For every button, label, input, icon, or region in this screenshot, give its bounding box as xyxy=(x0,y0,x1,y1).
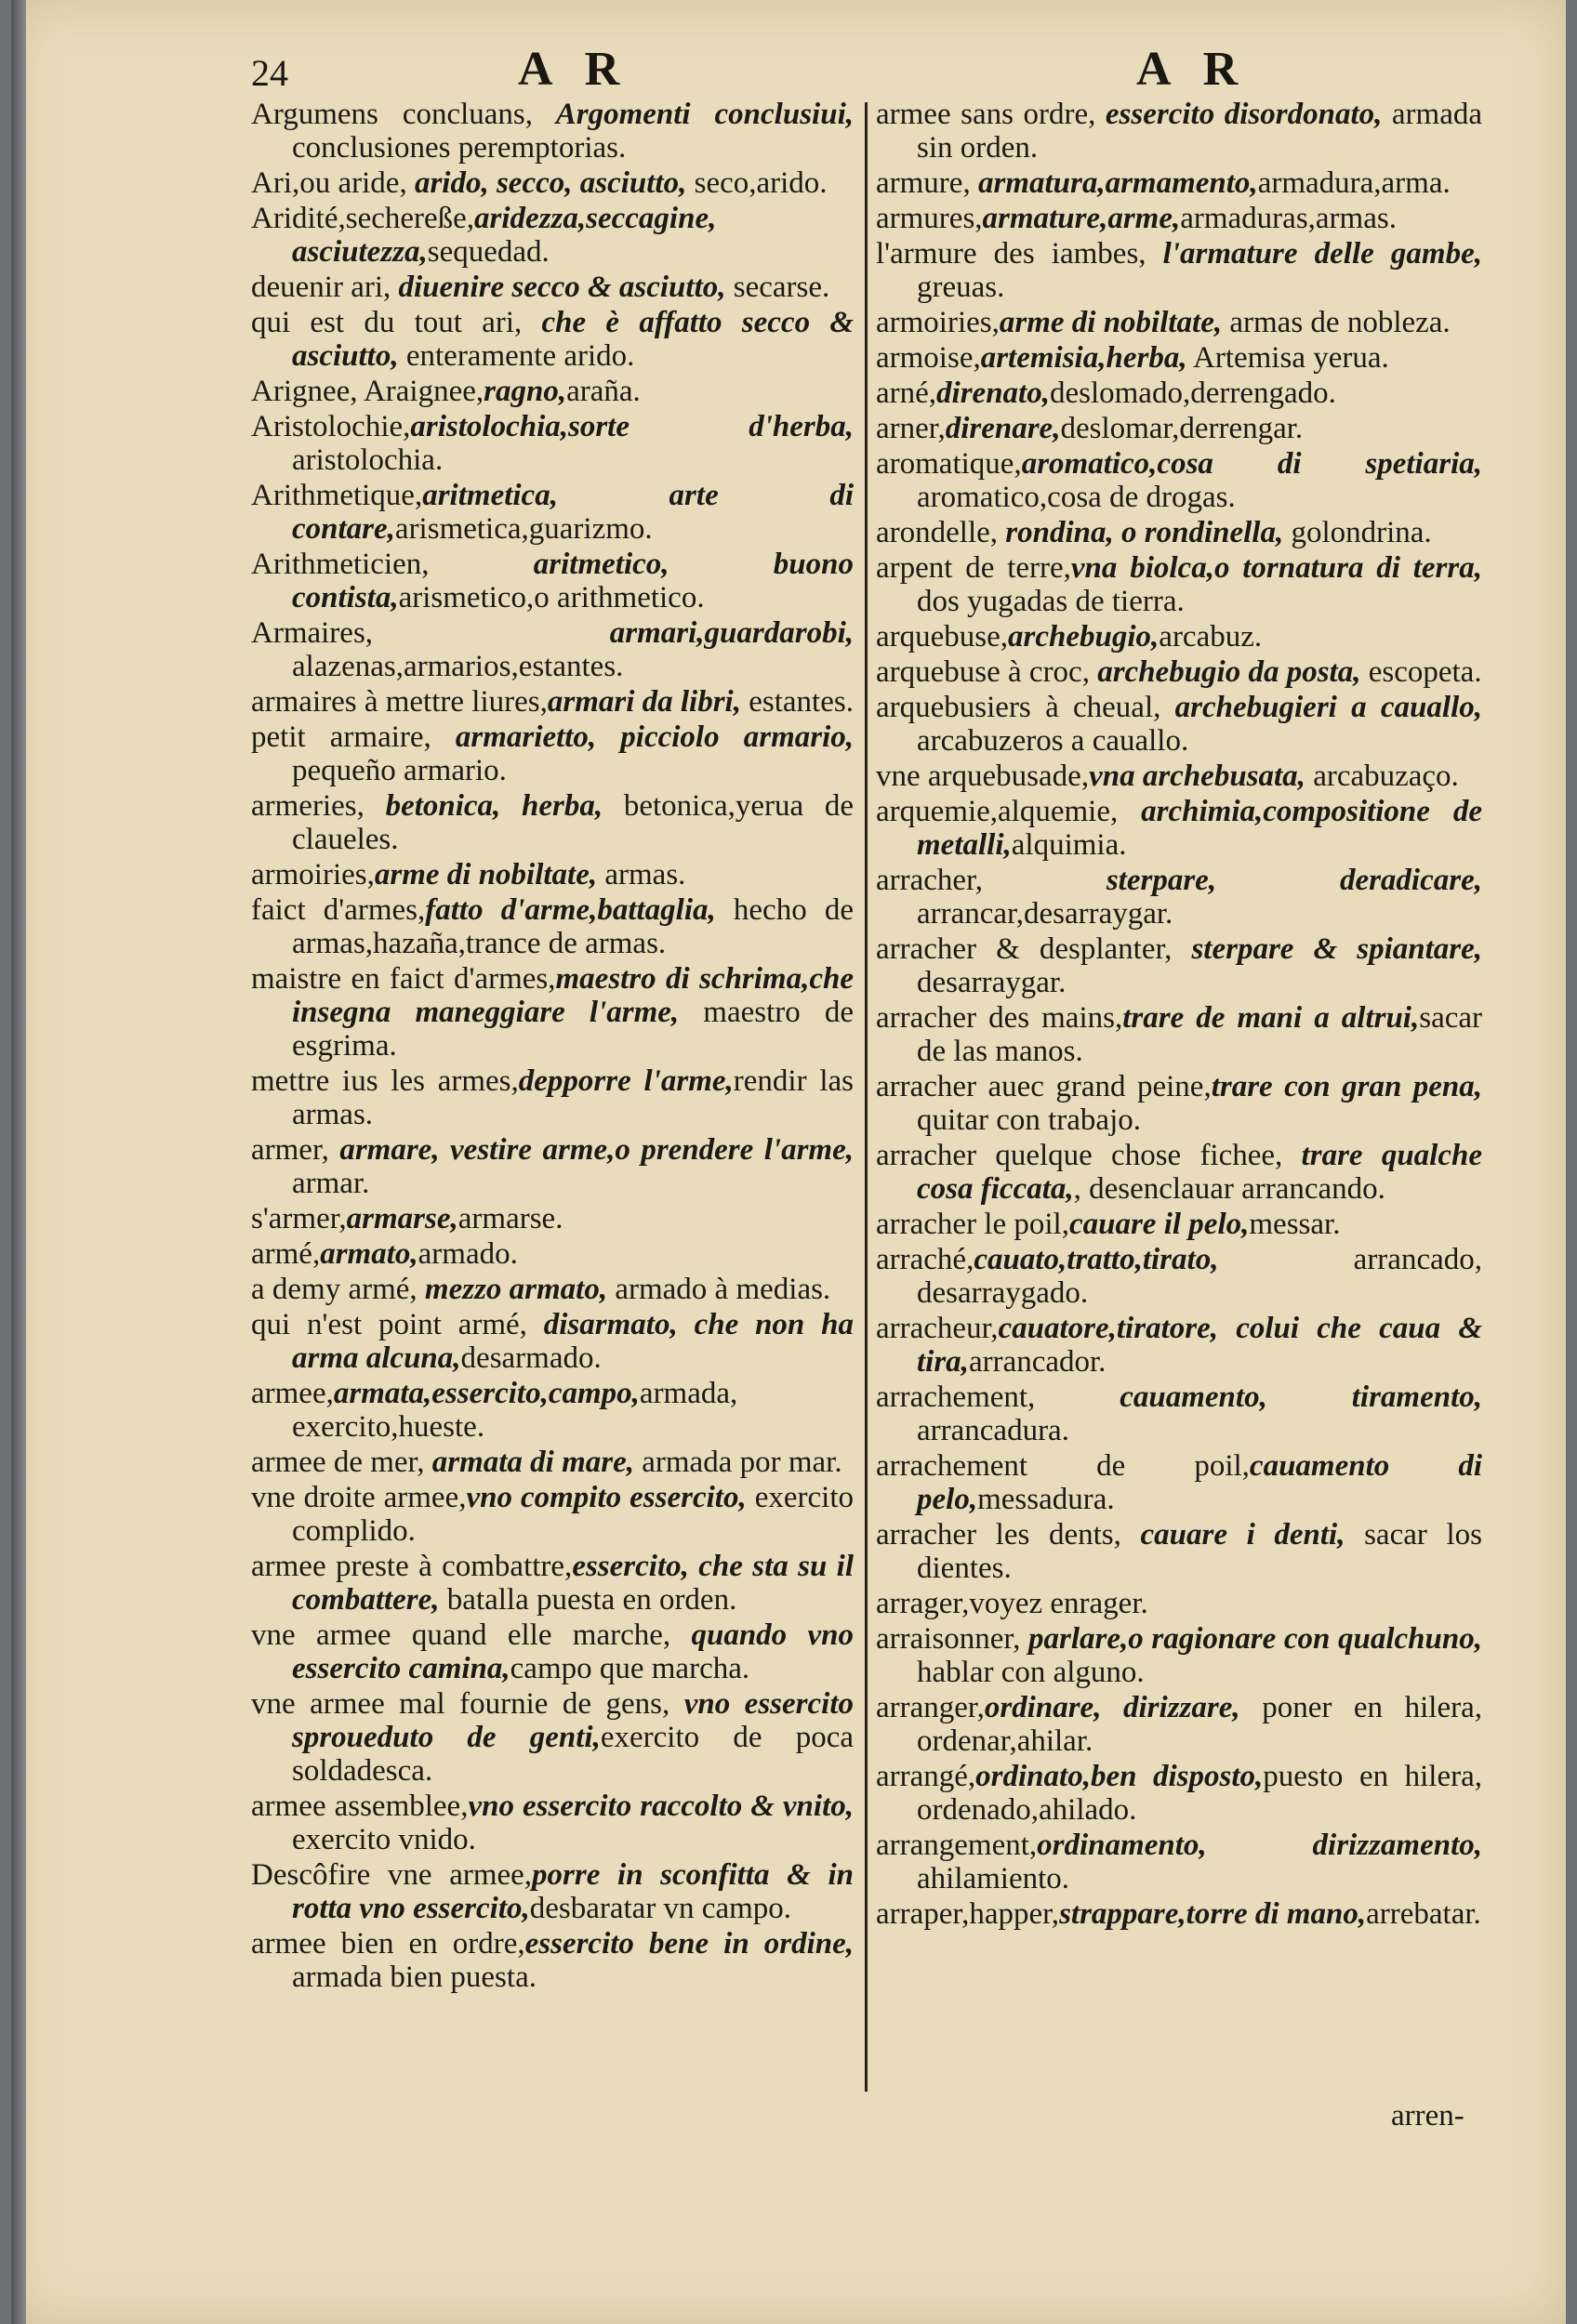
entry-spanish: conclusiones peremptorias. xyxy=(292,131,627,165)
entry-headword: armee sans ordre, xyxy=(876,98,1096,131)
entry-headword: Arithmeticien, xyxy=(251,548,430,581)
dictionary-entry xyxy=(251,1377,854,1444)
entry-headword: armé, xyxy=(251,1237,321,1271)
entry-headword: arracher auec grand peine, xyxy=(876,1070,1212,1103)
entry-spanish: arcabuzeros a cauallo. xyxy=(917,724,1189,758)
entry-spanish: armada sin orden. xyxy=(917,98,1483,165)
entry-headword: arraper,happer, xyxy=(876,1897,1060,1931)
entry-spanish: aristolochia. xyxy=(292,443,444,477)
dictionary-entry xyxy=(876,795,1482,862)
entry-spanish: maestro de esgrima. xyxy=(292,996,855,1063)
entry-italian: diuenire secco & asciutto, xyxy=(391,271,726,304)
entry-italian: cauatore,tiratore, colui che caua & tira, xyxy=(917,1312,1482,1379)
entry-headword: armee preste à combattre, xyxy=(251,1550,573,1583)
entry-spanish: ahilamiento. xyxy=(917,1862,1070,1895)
entry-italian: parlare,o ragionare con qualchuno, xyxy=(1020,1622,1482,1656)
dictionary-entry xyxy=(251,548,854,614)
entry-italian: trare con gran pena, xyxy=(1211,1070,1482,1103)
entry-spanish: , desenclauar arrancando. xyxy=(1073,1172,1385,1206)
dictionary-entry xyxy=(876,1760,1482,1827)
column-rule xyxy=(865,102,868,2092)
dictionary-entry xyxy=(876,166,1482,200)
entry-spanish: arrancadura. xyxy=(917,1414,1069,1447)
entry-italian: ordinato,ben disposto, xyxy=(975,1760,1264,1793)
entry-headword: arquebuse, xyxy=(876,620,1009,654)
entry-spanish: greuas. xyxy=(917,271,1005,304)
entry-headword: mettre ius les armes, xyxy=(251,1064,519,1098)
entry-italian: fatto d'arme,battaglia, xyxy=(425,893,716,927)
dictionary-entry xyxy=(876,237,1482,304)
dictionary-entry xyxy=(876,412,1482,445)
entry-headword: Aridité,sechereße, xyxy=(251,202,475,235)
entry-headword: arné, xyxy=(876,376,937,410)
left-column xyxy=(251,98,854,1996)
entry-headword: qui n'est point armé, xyxy=(251,1308,527,1341)
dictionary-entry xyxy=(876,1312,1482,1379)
entry-italian: vno essercito raccolto & vnito, xyxy=(468,1789,854,1823)
entry-spanish: estantes. xyxy=(740,685,854,719)
entry-headword: arrangé, xyxy=(876,1760,976,1793)
entry-spanish: armada por mar. xyxy=(634,1446,842,1479)
entry-italian: cauamento di pelo, xyxy=(917,1449,1482,1516)
entry-headword: arracher quelque chose fichee, xyxy=(876,1139,1283,1172)
entry-italian: direnato, xyxy=(936,376,1050,410)
entry-headword: faict d'armes, xyxy=(251,893,426,927)
entry-headword: Argumens concluans, xyxy=(251,98,534,131)
dictionary-entry xyxy=(876,864,1482,931)
dictionary-entry xyxy=(251,1858,854,1925)
entry-headword: arraisonner, xyxy=(876,1622,1021,1656)
entry-spanish: seco,arido. xyxy=(686,166,828,200)
entry-headword: Ari,ou aride, xyxy=(251,166,407,200)
entry-italian: armato, xyxy=(320,1237,418,1271)
entry-headword: armee bien en ordre, xyxy=(251,1927,525,1961)
entry-italian: mezzo armato, xyxy=(417,1273,608,1306)
entry-spanish: armada, exercito,hueste. xyxy=(292,1377,738,1444)
entry-headword: arner, xyxy=(876,412,946,445)
entry-headword: arranger, xyxy=(876,1691,985,1724)
entry-spanish: arrancado, desarraygado. xyxy=(917,1243,1482,1310)
entry-headword: arrager, xyxy=(876,1587,970,1620)
entry-headword: l'armure des iambes, xyxy=(876,237,1146,271)
entry-italian: ragno, xyxy=(484,375,567,408)
entry-spanish: armas. xyxy=(597,858,686,891)
entry-headword: armer, xyxy=(251,1133,329,1167)
entry-spanish: sacar de las manos. xyxy=(917,1001,1483,1068)
entry-italian: cauamento, tiramento, xyxy=(1035,1380,1482,1414)
entry-italian: cauare i denti, xyxy=(1120,1518,1345,1552)
entry-italian: aridezza,seccagine, asciutezza, xyxy=(292,202,717,269)
dictionary-entry xyxy=(251,1618,854,1685)
dictionary-entry xyxy=(251,789,854,856)
dictionary-entry xyxy=(876,1001,1482,1068)
entry-italian: artemisia,herba, xyxy=(980,341,1187,375)
entry-italian: maestro di schrima,che insegna maneggiare l'arme, xyxy=(292,962,854,1029)
entry-spanish: messadura. xyxy=(977,1483,1115,1516)
dictionary-entry xyxy=(251,271,854,304)
dictionary-entry xyxy=(876,202,1482,235)
entry-headword: arracher des mains, xyxy=(876,1001,1123,1035)
entry-headword: armeries, xyxy=(251,789,364,823)
entry-spanish: armadura,arma. xyxy=(1257,166,1451,200)
entry-headword: Arithmetique, xyxy=(251,479,423,512)
dictionary-entry xyxy=(876,1622,1482,1689)
dictionary-entry xyxy=(251,1308,854,1375)
entry-spanish: desbaratar vn campo. xyxy=(529,1892,792,1925)
entry-headword: s'armer, xyxy=(251,1202,347,1235)
entry-italian: armari,guardarobi, xyxy=(373,616,854,650)
entry-spanish: hablar con alguno. xyxy=(917,1656,1145,1689)
entry-headword: armures, xyxy=(876,202,983,235)
dictionary-entry xyxy=(876,341,1482,375)
entry-italian: sterpare, deradicare, xyxy=(982,864,1482,897)
entry-spanish: campo que marcha. xyxy=(510,1652,750,1685)
entry-italian: armata,essercito,campo, xyxy=(333,1377,640,1410)
entry-headword: armee assemblee, xyxy=(251,1789,469,1823)
entry-italian: armare, vestire arme,o prendere l'arme, xyxy=(328,1133,854,1167)
entry-spanish: arismetico,o arithmetico. xyxy=(398,581,705,614)
dictionary-entry xyxy=(876,516,1482,549)
entry-spanish: betonica,yerua de claueles. xyxy=(292,789,854,856)
entry-headword: petit armaire, xyxy=(251,720,431,754)
entry-headword: arquebuse à croc, xyxy=(876,655,1090,689)
entry-italian: vna archebusata, xyxy=(1089,759,1305,793)
catchword: arren- xyxy=(1391,2099,1464,2133)
dictionary-entry xyxy=(251,410,854,477)
entry-spanish: arrancador. xyxy=(968,1345,1107,1379)
entry-spanish: armas de nobleza. xyxy=(1222,306,1451,339)
entry-headword: arracher & desplanter, xyxy=(876,932,1173,966)
entry-spanish: exercito complido. xyxy=(292,1481,854,1548)
entry-spanish: arrancar,desarraygar. xyxy=(917,897,1173,931)
dictionary-entry xyxy=(251,962,854,1063)
running-head-left: A R xyxy=(518,43,631,96)
entry-spanish: armar. xyxy=(292,1167,370,1200)
entry-headword: a demy armé, xyxy=(251,1273,417,1306)
entry-italian: depporre l'arme, xyxy=(518,1064,734,1098)
entry-italian: rondina, o rondinella, xyxy=(998,516,1284,549)
entry-headword: arquemie,alquemie, xyxy=(876,795,1119,828)
entry-spanish: quitar con trabajo. xyxy=(917,1103,1141,1137)
dictionary-entry xyxy=(251,858,854,891)
entry-spanish: rendir las armas. xyxy=(292,1064,854,1131)
entry-spanish: enteramente arido. xyxy=(398,339,635,373)
dictionary-entry xyxy=(251,1237,854,1271)
dictionary-entry xyxy=(251,1481,854,1548)
entry-headword: arrachement, xyxy=(876,1380,1036,1414)
entry-headword: vne armee quand elle marche, xyxy=(251,1618,671,1652)
dictionary-entry xyxy=(251,1927,854,1994)
entry-spanish: alquimia. xyxy=(1011,828,1127,862)
entry-italian: strappare,torre di mano, xyxy=(1059,1897,1367,1931)
entry-italian: betonica, herba, xyxy=(364,789,603,823)
entry-italian: direnare, xyxy=(945,412,1061,445)
dictionary-entry xyxy=(876,1691,1482,1758)
entry-spanish: puesto en hilera, ordenado,ahilado. xyxy=(917,1760,1482,1827)
dictionary-entry xyxy=(876,551,1482,618)
entry-headword: vne arquebusade, xyxy=(876,759,1090,793)
entry-headword: Descôfire vne armee, xyxy=(251,1858,533,1892)
entry-headword: Armaires, xyxy=(251,616,374,650)
entry-italian: armarietto, picciolo armario, xyxy=(431,720,854,754)
entry-italian: vno essercito sproueduto de genti, xyxy=(292,1687,854,1754)
entry-spanish: armaduras,armas. xyxy=(1180,202,1397,235)
entry-headword: armoiries, xyxy=(876,306,1000,339)
entry-spanish: aromatico,cosa de drogas. xyxy=(917,481,1236,514)
dictionary-entry xyxy=(876,1829,1482,1895)
dictionary-entry xyxy=(251,1550,854,1617)
dictionary-entry xyxy=(251,1202,854,1235)
entry-headword: deuenir ari, xyxy=(251,271,391,304)
entry-italian: armature,arme, xyxy=(982,202,1181,235)
dictionary-entry xyxy=(251,685,854,719)
entry-spanish: arismetica,guarizmo. xyxy=(394,512,653,546)
dictionary-entry xyxy=(251,1064,854,1131)
dictionary-entry xyxy=(251,1273,854,1306)
entry-headword: Arignee, Araignee, xyxy=(251,375,484,408)
entry-spanish: alazenas,armarios,estantes. xyxy=(292,650,624,683)
entry-italian: sterpare & spiantare, xyxy=(1172,932,1482,966)
entry-italian: archimia,compositione de metalli, xyxy=(917,795,1482,862)
dictionary-entry xyxy=(876,1208,1482,1241)
entry-italian: Argomenti conclusiui, xyxy=(533,98,854,131)
entry-spanish: sacar los dientes. xyxy=(917,1518,1482,1585)
dictionary-entry xyxy=(251,720,854,787)
entry-spanish: sequedad. xyxy=(427,235,550,269)
entry-headword: armoise, xyxy=(876,341,981,375)
entry-spanish: escopeta. xyxy=(1360,655,1482,689)
entry-spanish: deslomar,derrengar. xyxy=(1060,412,1304,445)
dictionary-entry xyxy=(876,98,1482,165)
entry-spanish: armada bien puesta. xyxy=(292,1961,537,1994)
entry-headword: arrachement de poil, xyxy=(876,1449,1250,1483)
dictionary-entry xyxy=(251,1687,854,1788)
dictionary-entry xyxy=(876,1449,1482,1516)
entry-italian: aristolochia,sorte d'herba, xyxy=(410,410,854,443)
entry-headword: arracher le poil, xyxy=(876,1208,1069,1241)
entry-headword: arrangement, xyxy=(876,1829,1038,1862)
dictionary-entry xyxy=(251,98,854,165)
entry-italian: arido, secco, asciutto, xyxy=(406,166,687,200)
entry-headword: armee de mer, xyxy=(251,1446,425,1479)
entry-headword: armure, xyxy=(876,166,971,200)
entry-headword: qui est du tout ari, xyxy=(251,306,523,339)
entry-spanish: pequeño armario. xyxy=(292,754,507,787)
entry-spanish: secarse. xyxy=(725,271,830,304)
entry-italian: aritmetico, buono contista, xyxy=(292,548,854,614)
entry-italian: trare qualche cosa ficcata, xyxy=(917,1139,1482,1206)
dictionary-entry xyxy=(251,202,854,269)
entry-italian: trare de mani a altrui, xyxy=(1122,1001,1420,1035)
dictionary-entry xyxy=(876,759,1482,793)
entry-italian: arme di nobiltate, xyxy=(999,306,1223,339)
entry-italian: cauare il pelo, xyxy=(1068,1208,1250,1241)
book-gutter xyxy=(11,0,26,2324)
entry-spanish: armarse. xyxy=(457,1202,563,1235)
dictionary-entry xyxy=(876,1243,1482,1310)
entry-spanish: hecho de armas,hazaña,trance de armas. xyxy=(292,893,854,960)
entry-italian: che è affatto secco & asciutto, xyxy=(292,306,854,373)
page-number: 24 xyxy=(251,52,288,94)
entry-spanish: desarraygar. xyxy=(917,966,1067,999)
entry-headword: vne armee mal fournie de gens, xyxy=(251,1687,670,1721)
dictionary-entry xyxy=(251,1446,854,1479)
dictionary-entry xyxy=(876,1070,1482,1137)
entry-spanish: arcabuzaço. xyxy=(1305,759,1459,793)
dictionary-entry xyxy=(251,306,854,373)
dictionary-entry xyxy=(251,893,854,960)
entry-italian: archebugio, xyxy=(1008,620,1160,654)
entry-italian: arme di nobiltate, xyxy=(374,858,598,891)
entry-headword: arracher les dents, xyxy=(876,1518,1121,1552)
entry-headword: armee, xyxy=(251,1377,334,1410)
entry-spanish: batalla puesta en orden. xyxy=(439,1583,737,1617)
entry-headword: maistre en faict d'armes, xyxy=(251,962,556,996)
dictionary-entry xyxy=(876,1897,1482,1931)
entry-headword: arpent de terre, xyxy=(876,551,1071,585)
entry-headword: arraché, xyxy=(876,1243,974,1276)
entry-italian: ordinamento, dirizzamento, xyxy=(1037,1829,1482,1862)
dictionary-entry xyxy=(876,306,1482,339)
dictionary-entry xyxy=(876,620,1482,654)
entry-italian: armarse, xyxy=(346,1202,458,1235)
entry-italian: armatura,armamento, xyxy=(970,166,1258,200)
entry-spanish: desarmado. xyxy=(460,1341,602,1375)
dictionary-entry xyxy=(876,655,1482,689)
running-head-right: A R xyxy=(1136,43,1250,96)
dictionary-entry xyxy=(251,616,854,683)
entry-headword: armaires à mettre liures, xyxy=(251,685,548,719)
entry-spanish: golondrina. xyxy=(1283,516,1432,549)
entry-italian: essercito, che sta su il combattere, xyxy=(292,1550,854,1617)
entry-italian: vno compito essercito, xyxy=(466,1481,747,1514)
entry-spanish: arrebatar. xyxy=(1366,1897,1481,1931)
entry-spanish: deslomado,derrengado. xyxy=(1049,376,1336,410)
entry-spanish: arcabuz. xyxy=(1159,620,1263,654)
entry-spanish: araña. xyxy=(566,375,641,408)
dictionary-entry xyxy=(876,1587,1482,1620)
entry-headword: arquebusiers à cheual, xyxy=(876,691,1161,724)
entry-italian: cauato,tratto,tirato, xyxy=(974,1243,1219,1276)
right-column xyxy=(876,98,1482,1933)
entry-italian: essercito disordonato, xyxy=(1095,98,1383,131)
entry-spanish: messar. xyxy=(1249,1208,1341,1241)
entry-italian: aritmetica, arte di contare, xyxy=(292,479,854,546)
entry-spanish: Artemisa yerua. xyxy=(1186,341,1389,375)
dictionary-entry xyxy=(876,1518,1482,1585)
dictionary-entry xyxy=(876,691,1482,758)
entry-italian: quando vno essercito camina, xyxy=(292,1618,854,1685)
entry-italian: l'armature delle gambe, xyxy=(1146,237,1482,271)
entry-italian: disarmato, che non ha arma alcuna, xyxy=(292,1308,854,1375)
entry-spanish: voyez enrager. xyxy=(969,1587,1148,1620)
dictionary-entry xyxy=(876,932,1482,999)
entry-headword: arracher, xyxy=(876,864,983,897)
dictionary-entry xyxy=(251,375,854,408)
dictionary-entry xyxy=(251,479,854,546)
dictionary-entry xyxy=(251,166,854,200)
entry-spanish: armado. xyxy=(417,1237,518,1271)
entry-headword: aromatique, xyxy=(876,447,1022,481)
entry-headword: armoiries, xyxy=(251,858,375,891)
dictionary-entry xyxy=(251,1789,854,1856)
entry-spanish: dos yugadas de tierra. xyxy=(917,585,1185,618)
dictionary-entry xyxy=(251,1133,854,1200)
entry-headword: vne droite armee, xyxy=(251,1481,467,1514)
dictionary-entry xyxy=(876,1380,1482,1447)
entry-italian: ordinare, dirizzare, xyxy=(984,1691,1240,1724)
entry-italian: vna biolca,o tornatura di terra, xyxy=(1070,551,1482,585)
entry-spanish: exercito de poca soldadesca. xyxy=(292,1721,854,1788)
entry-spanish: exercito vnido. xyxy=(292,1823,476,1856)
entry-italian: archebugieri a cauallo, xyxy=(1160,691,1483,724)
entry-italian: armata di mare, xyxy=(424,1446,634,1479)
entry-headword: arracheur, xyxy=(876,1312,999,1345)
entry-italian: essercito bene in ordine, xyxy=(524,1927,855,1961)
book-page xyxy=(11,0,1566,2324)
entry-italian: porre in sconfitta & in rotta vno essercito, xyxy=(292,1858,854,1925)
dictionary-entry xyxy=(876,376,1482,410)
entry-spanish: armado à medias. xyxy=(607,1273,831,1306)
entry-italian: archebugio da posta, xyxy=(1089,655,1361,689)
entry-headword: arondelle, xyxy=(876,516,999,549)
entry-italian: aromatico,cosa di spetiaria, xyxy=(1021,447,1482,481)
dictionary-entry xyxy=(876,1139,1482,1206)
dictionary-entry xyxy=(876,447,1482,514)
entry-spanish: poner en hilera, ordenar,ahilar. xyxy=(917,1691,1482,1758)
entry-italian: armari da libri, xyxy=(547,685,741,719)
entry-headword: Aristolochie, xyxy=(251,410,411,443)
